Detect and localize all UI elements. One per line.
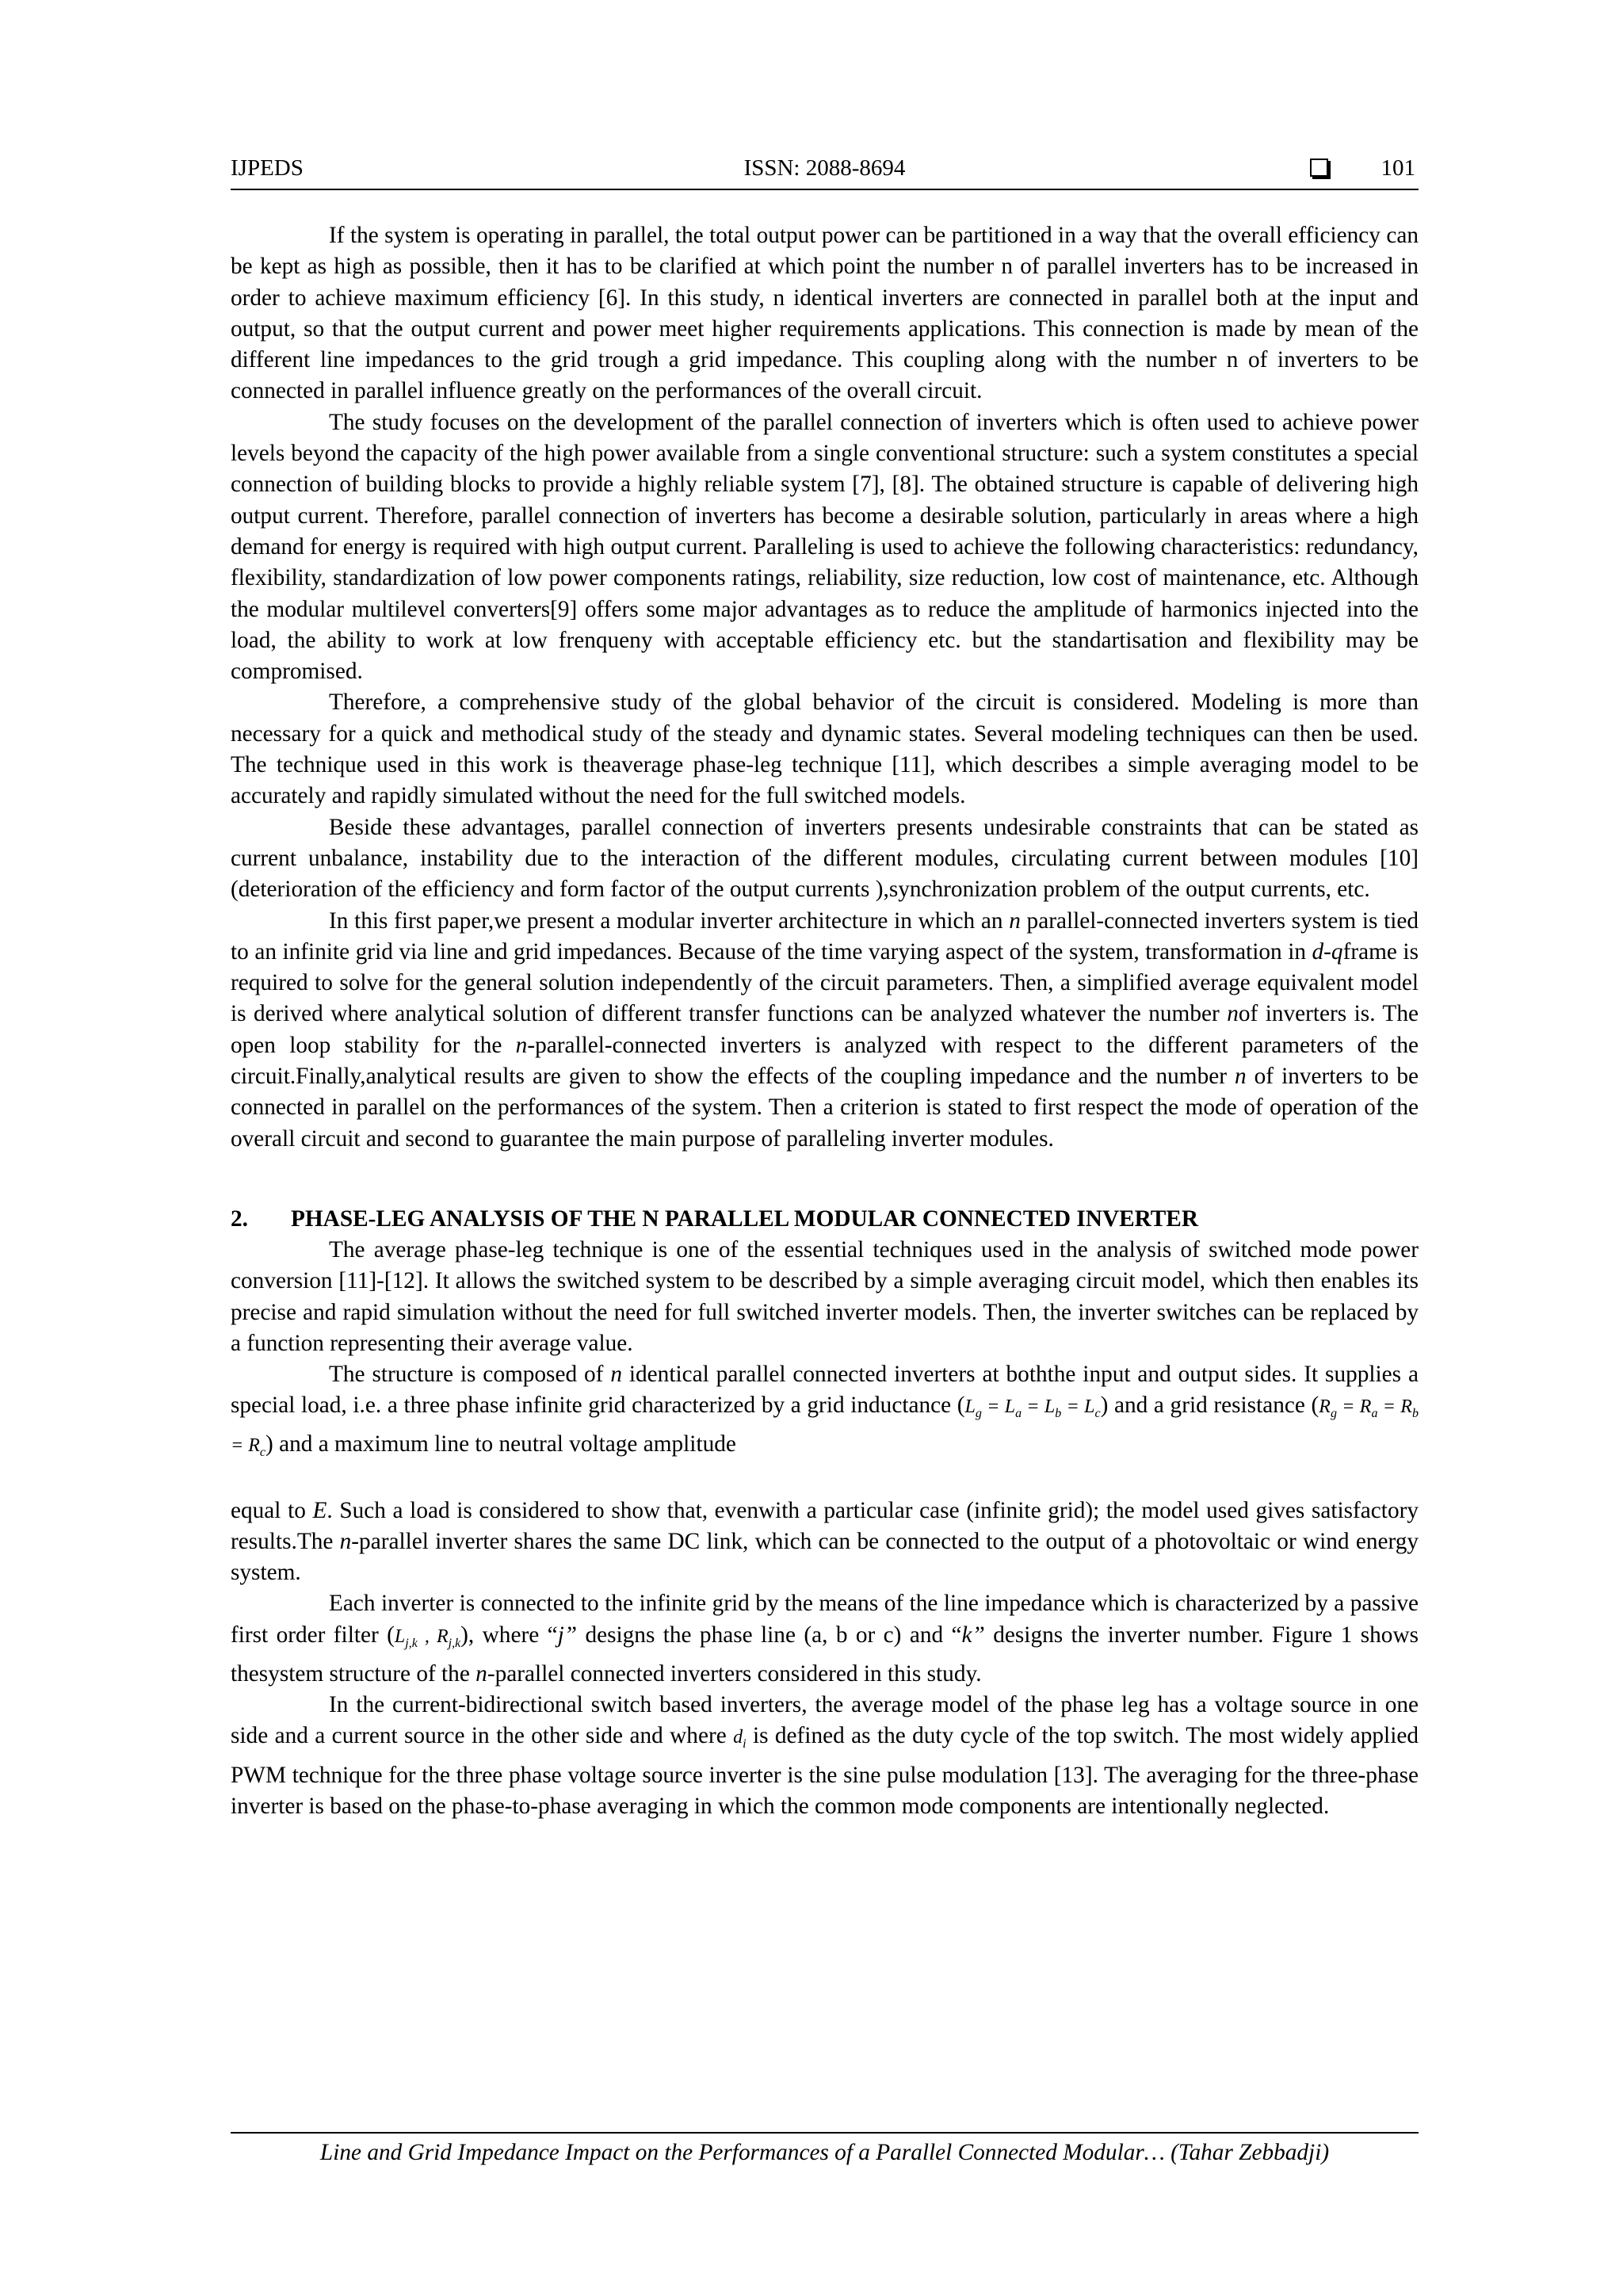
grid-inductance-equation: $L_g = L_a = L_b = L_c$ [964,1396,1101,1421]
running-header [231,154,1419,190]
paragraph-1: If the system is operating in parallel, the total output power can be partitioned in a way that the overall efficiency can be kept as high as possible, then it has to be clarified at which point the number n of parallel inverters has to be increased in order to achieve maximum efficiency [6]. In this study, n identical inverters are connected in parallel both at the input and output, so that the output current and power meet higher requirements applications. This connection is made by mean of the different line impedances to the grid trough a grid impedance. This coupling along with the number n of inverters to be connected in parallel influence greatly on the performances of the overall circuit. [231,223,1419,404]
paragraph-4: Beside these advantages, parallel connection of inverters presents undesirable constraints that can be stated as current unbalance, instability due to the interaction of the different modules, circulating current between modules [10] (deterioration of the efficiency and form factor of the output currents ),synchronization problem of the output currents, etc. [231,814,1419,903]
issn: ISSN: 2088-8694 [743,155,906,181]
paragraph-2: The study focuses on the development of the parallel connection of inverters which is often used to achieve power levels beyond the capacity of the high power available from a single conventional structure: such a system constitutes a special connection of building blocks to provide a highly reliable system [7], [8]. The obtained structure is capable of delivering high output current. Therefore, parallel connection of inverters has become a desirable solution, particularly in areas where a high demand for energy is required with high output current. Paralleling is used to achieve the following characteristics: redundancy, flexibility, standardization of low power components ratings, reliability, size reduction, low cost of maintenance, etc. Although the modular multilevel converters[9] offers some major advantages as to reduce the amplitude of harmonics injected into the load, the ability to work at low frenqueny with acceptable efficiency etc. but the standartisation and flexibility may be compromised. [231,409,1419,685]
section-title: PHASE-LEG ANALYSIS OF THE N PARALLEL MODULAR CONNECTED INVERTER [291,1205,1199,1232]
section-heading [231,1204,1419,1235]
paragraph-10: In the current-bidirectional switch based inverters, the average model of the phase leg has a voltage source in one side and a current source in the other side and where $d_i$ is defined as the duty cycle of the top switch. The most widely applied PWM technique for the three phase voltage source inverter is the sine pulse modulation [13]. The averaging for the three-phase inverter is based on the phase-to-phase averaging in which the common mode components are intentionally neglected. [231,1692,1419,1819]
paragraph-8: equal to E. Such a load is considered to show that, evenwith a particular case (infinite grid); the model used gives satisfactory results.The n-parallel inverter shares the same DC link, which can be connected to the output of a photovoltaic or wind energy system. [231,1497,1419,1586]
page-number: 101 [1381,155,1415,181]
journal-name: IJPEDS [231,155,304,181]
paragraph-7: The structure is composed of n identical parallel connected inverters at boththe input and output sides. It supplies a special load, i.e. a three phase infinite grid characterized by a grid inductance $(L_g = L_a = L_b = L_c)$ and a grid resistance $(R_g = R_a = R_b = R_c)$ and a maximum line to neutral voltage amplitude [231,1362,1419,1460]
line-impedance-symbols: $L_{j,k}$ , $R_{j,k}$ [394,1626,461,1650]
paragraph-6: The average phase-leg technique is one of the essential techniques used in the analysis of switched mode power conversion [11]-[12]. It allows the switched system to be described by a simple averaging circuit model, which then enables its precise and rapid simulation without the need for full switched inverter models. Then, the inverter switches can be replaced by a function representing their average value. [231,1236,1419,1356]
paragraph-9: Each inverter is connected to the infinite grid by the means of the line impedance which is characterized by a passive first order filter ($L_{j,k}$ , $R_{j,k}$), where “j” designs the phase line (a, b or c) and “k” designs the inverter number. Figure 1 shows thesystem structure of the n-parallel connected inverters considered in this study. [231,1591,1419,1687]
checkbox-square-icon [1310,159,1328,177]
body-text [231,220,1419,1822]
paragraph-5: In this first paper,we present a modular inverter architecture in which an n parallel-connected inverters system is tied to an infinite grid via line and grid impedances. Because of the time varying aspect of the system, transformation in d-qframe is required to solve for the general solution independently of the circuit parameters. Then, a simplified average equivalent model is derived where analytical solution of different transfer functions can be analyzed whatever the number nof inverters is. The open loop stability for the n-parallel-connected inverters is analyzed with respect to the different parameters of the circuit.Finally,analytical results are given to show the effects of the coupling impedance and the number n of inverters to be connected in parallel on the performances of the system. Then a criterion is stated to first respect the mode of operation of the overall circuit and second to guarantee the main purpose of paralleling inverter modules. [231,907,1419,1152]
duty-cycle-symbol: $d_i$ [733,1727,747,1752]
running-footer [231,2132,1419,2166]
grid-resistance-equation: $R_g = R_a = R_b = R_c$ [231,1396,1419,1460]
footer-title: Line and Grid Impedance Impact on the Performances of a Parallel Connected Modular… (Tahar Zebbadji) [319,2140,1330,2165]
section-number: 2. [231,1205,248,1232]
paragraph-3: Therefore, a comprehensive study of the global behavior of the circuit is considered. Modeling is more than necessary for a quick and methodical study of the steady and dynamic states. Several modeling techniques can then be used. The technique used in this work is theaverage phase-leg technique [11], which describes a simple averaging model to be accurately and rapidly simulated without the need for the full switched models. [231,690,1419,809]
